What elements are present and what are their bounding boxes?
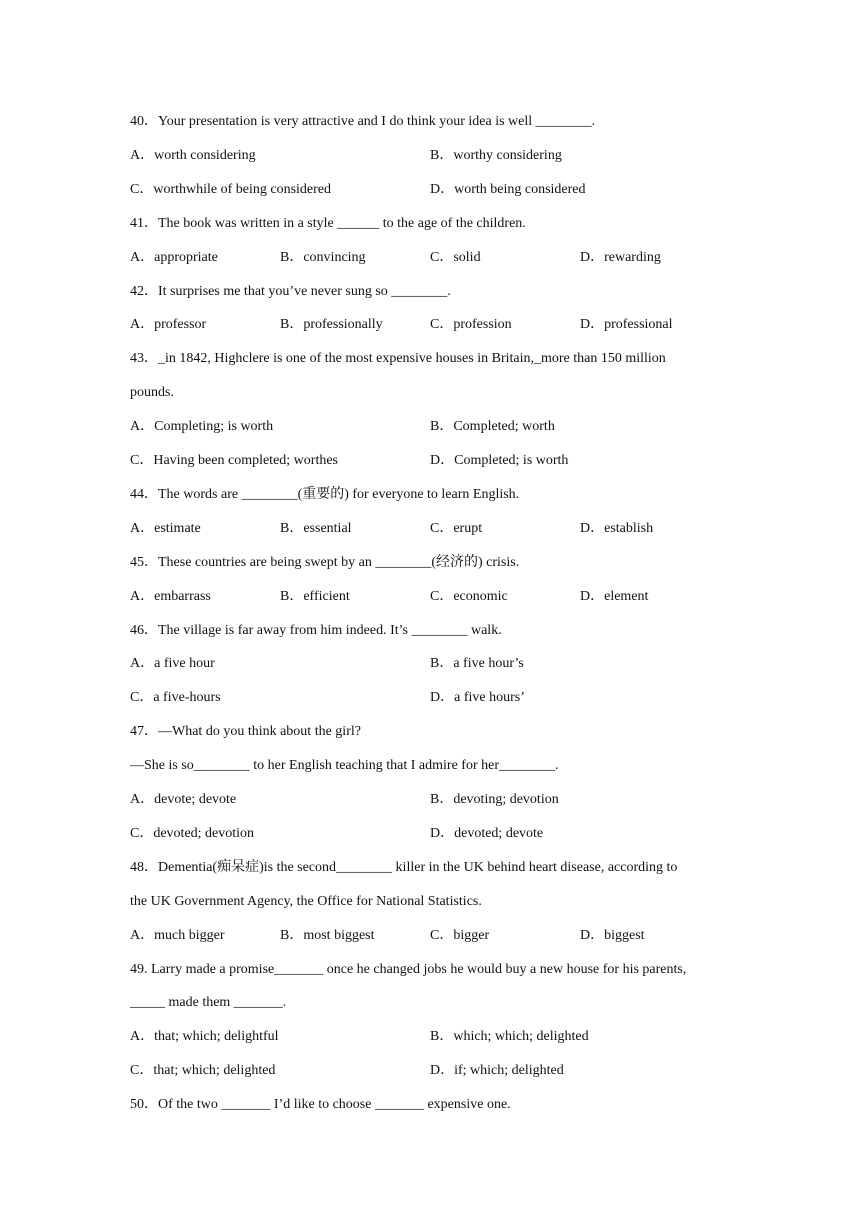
answer-option: D．if; which; delighted xyxy=(430,1063,564,1079)
question-stem: 45．These countries are being swept by an ________(经济的) crisis. xyxy=(130,554,520,570)
answer-option: C．that; which; delighted xyxy=(130,1063,276,1079)
answer-option: B．convincing xyxy=(280,249,366,265)
answer-option: D．biggest xyxy=(580,927,645,943)
answer-option: C．erupt xyxy=(430,520,483,536)
question-stem: 40．Your presentation is very attractive and I do think your idea is well ________. xyxy=(130,114,596,129)
answer-option: B．most biggest xyxy=(280,927,375,943)
question-stem: 46．The village is far away from him indeed. It’s ________ walk. xyxy=(130,622,502,638)
answer-option: D．worth being considered xyxy=(430,181,586,197)
question-stem: —She is so________ to her English teaching that I admire for her________. xyxy=(130,758,559,774)
answer-option: B．worthy considering xyxy=(430,147,562,163)
answer-option: A．worth considering xyxy=(130,147,256,163)
answer-option: C．solid xyxy=(430,249,481,265)
answer-option: C．Having been completed; worthes xyxy=(130,453,339,468)
question-stem: _____ made them _______. xyxy=(130,995,287,1011)
answer-option: D．rewarding xyxy=(580,249,661,265)
answer-option: A．embarrass xyxy=(130,588,211,604)
question-stem: 48．Dementia(痴呆症)is the second________ killer in the UK behind heart disease, according to xyxy=(130,859,678,875)
answer-option: C．a five-hours xyxy=(130,690,221,706)
answer-option: D．a five hours’ xyxy=(430,690,525,706)
answer-option: A．much bigger xyxy=(130,927,225,943)
question-stem: 44．The words are ________(重要的) for everyone to learn English. xyxy=(130,486,520,502)
answer-option: D．establish xyxy=(580,520,654,536)
answer-option: B．which; which; delighted xyxy=(430,1029,589,1045)
answer-option: A．a five hour xyxy=(130,656,215,672)
answer-option: B．devoting; devotion xyxy=(430,792,559,807)
answer-option: C．devoted; devotion xyxy=(130,825,255,841)
answer-option: A．estimate xyxy=(130,520,201,536)
answer-option: A．that; which; delightful xyxy=(130,1029,279,1045)
answer-option: A．devote; devote xyxy=(130,792,237,807)
answer-option: A．Completing; is worth xyxy=(130,419,274,435)
question-stem: 43．_in 1842, Highclere is one of the most expensive houses in Britain,_more than 150 million xyxy=(130,351,666,367)
question-stem: 42．It surprises me that you’ve never sung so ________. xyxy=(130,283,451,299)
answer-option: B．Completed; worth xyxy=(430,419,555,435)
question-stem: 47．—What do you think about the girl? xyxy=(130,724,361,740)
answer-option: C．worthwhile of being considered xyxy=(130,181,332,197)
answer-option: A．professor xyxy=(130,317,207,333)
answer-option: C．economic xyxy=(430,588,508,604)
question-stem: 41．The book was written in a style ______ to the age of the children. xyxy=(130,215,526,231)
answer-option: D．element xyxy=(580,588,649,604)
question-stem: pounds. xyxy=(130,385,174,401)
question-stem: 50．Of the two _______ I’d like to choose _______ expensive one. xyxy=(130,1097,511,1113)
question-stem: the UK Government Agency, the Office for National Statistics. xyxy=(130,893,482,909)
answer-option: B．efficient xyxy=(280,588,350,604)
question-stem: 49. Larry made a promise_______ once he changed jobs he would buy a new house for his parents, xyxy=(130,961,687,977)
answer-option: C．bigger xyxy=(430,927,490,943)
answer-option: C．profession xyxy=(430,317,512,333)
answer-option: D．Completed; is worth xyxy=(430,453,569,468)
answer-option: A．appropriate xyxy=(130,249,218,265)
answer-option: B．professionally xyxy=(280,317,383,333)
answer-option: D．devoted; devote xyxy=(430,825,544,841)
answer-option: B．a five hour’s xyxy=(430,656,524,672)
answer-option: D．professional xyxy=(580,317,673,333)
answer-option: B．essential xyxy=(280,520,352,536)
